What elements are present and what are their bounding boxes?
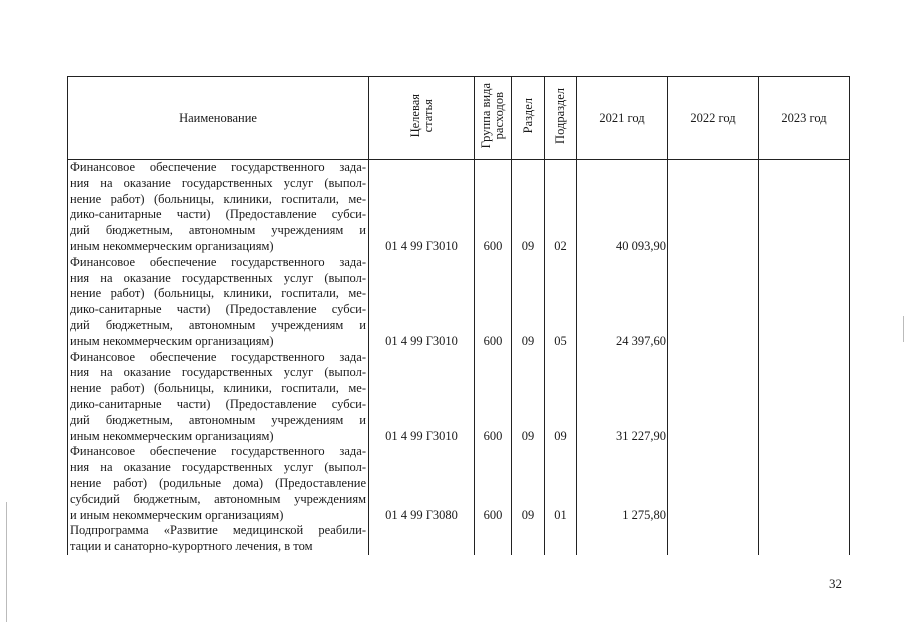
header-2023: 2023 год xyxy=(759,77,850,160)
cell-section: 09 xyxy=(512,350,545,445)
scan-mark xyxy=(6,502,7,622)
name-line: нение работ) (больницы, клиники, госпитали, ме- xyxy=(70,286,366,301)
cell-amount-2023 xyxy=(759,444,850,523)
name-line: нение работ) (больницы, клиники, госпитали, ме- xyxy=(70,191,366,206)
name-line: Финансовое обеспечение государственного зада- xyxy=(70,349,366,364)
cell-amount-2023 xyxy=(759,160,850,255)
cell-target-article: 01 4 99 Г3010 xyxy=(369,255,475,350)
header-subsection: Подраздел xyxy=(545,77,577,160)
cell-expense-group xyxy=(475,523,512,555)
name-line: и иным некоммерческим организациям) xyxy=(70,507,284,522)
name-line: Финансовое обеспечение государственного зада- xyxy=(70,254,366,269)
name-line: нение работ) (больницы, клиники, госпитали, ме- xyxy=(70,381,366,396)
table-row xyxy=(68,523,850,555)
cell-expense-group: 600 xyxy=(475,444,512,523)
cell-name xyxy=(68,255,369,350)
header-expense-group: Группа вида расходов xyxy=(475,77,512,160)
name-line: субсидий бюджетным, автономным учреждениям xyxy=(70,491,366,506)
name-line: дико-санитарные части) (Предоставление субси- xyxy=(70,396,366,411)
name-line: Финансовое обеспечение государственного зада- xyxy=(70,160,366,174)
cell-name xyxy=(68,444,369,523)
name-line: иным некоммерческим организациям) xyxy=(70,238,274,253)
cell-section: 09 xyxy=(512,255,545,350)
name-line: ния на оказание государственных услуг (выпол- xyxy=(70,175,366,190)
cell-expense-group: 600 xyxy=(475,350,512,445)
table-row xyxy=(68,255,850,350)
cell-name xyxy=(68,350,369,445)
cell-subsection: 01 xyxy=(545,444,577,523)
cell-subsection: 09 xyxy=(545,350,577,445)
name-line: иным некоммерческим организациям) xyxy=(70,333,274,348)
cell-expense-group: 600 xyxy=(475,255,512,350)
header-section: Раздел xyxy=(512,77,545,160)
cell-amount-2021: 24 397,60 xyxy=(577,255,668,350)
cell-amount-2023 xyxy=(759,523,850,555)
name-line: тации и санаторно-курортного лечения, в том xyxy=(70,539,313,554)
cell-amount-2023 xyxy=(759,350,850,445)
cell-amount-2021 xyxy=(577,523,668,555)
cell-subsection: 05 xyxy=(545,255,577,350)
cell-target-article: 01 4 99 Г3010 xyxy=(369,160,475,255)
cell-name xyxy=(68,160,369,255)
header-2021: 2021 год xyxy=(577,77,668,160)
table-row xyxy=(68,444,850,523)
page-number: 32 xyxy=(829,576,842,591)
cell-section xyxy=(512,523,545,555)
name-line: нение работ) (родильные дома) (Предоставление xyxy=(70,475,366,490)
name-line: иным некоммерческим организациям) xyxy=(70,428,274,443)
table-header-row xyxy=(68,77,850,160)
header-name: Наименование xyxy=(68,77,369,160)
name-line: ния на оказание государственных услуг (выпол- xyxy=(70,460,366,475)
cell-amount-2021: 1 275,80 xyxy=(577,444,668,523)
header-target-article: Целевая статья xyxy=(369,77,475,160)
cell-amount-2021: 31 227,90 xyxy=(577,350,668,445)
cell-amount-2022 xyxy=(668,160,759,255)
table-row xyxy=(68,160,850,255)
cell-amount-2022 xyxy=(668,350,759,445)
scan-mark xyxy=(903,316,904,342)
name-line: Подпрограмма «Развитие медицинской реабили- xyxy=(70,523,366,538)
cell-target-article: 01 4 99 Г3080 xyxy=(369,444,475,523)
cell-subsection: 02 xyxy=(545,160,577,255)
cell-amount-2023 xyxy=(759,255,850,350)
name-line: дико-санитарные части) (Предоставление субси- xyxy=(70,207,366,222)
cell-target-article xyxy=(369,523,475,555)
cell-subsection xyxy=(545,523,577,555)
name-line: ния на оказание государственных услуг (выпол- xyxy=(70,365,366,380)
name-line: дий бюджетным, автономным учреждениям и xyxy=(70,223,366,238)
table-body xyxy=(68,160,850,555)
name-line: Финансовое обеспечение государственного зада- xyxy=(70,444,366,459)
header-2022: 2022 год xyxy=(668,77,759,160)
cell-amount-2022 xyxy=(668,444,759,523)
name-line: дико-санитарные части) (Предоставление субси- xyxy=(70,302,366,317)
cell-amount-2022 xyxy=(668,255,759,350)
budget-table xyxy=(67,76,850,555)
table-row xyxy=(68,350,850,445)
name-line: ния на оказание государственных услуг (выпол- xyxy=(70,270,366,285)
cell-amount-2022 xyxy=(668,523,759,555)
cell-section: 09 xyxy=(512,160,545,255)
name-line: дий бюджетным, автономным учреждениям и xyxy=(70,412,366,427)
cell-name xyxy=(68,523,369,555)
cell-amount-2021: 40 093,90 xyxy=(577,160,668,255)
cell-target-article: 01 4 99 Г3010 xyxy=(369,350,475,445)
name-line: дий бюджетным, автономным учреждениям и xyxy=(70,317,366,332)
cell-section: 09 xyxy=(512,444,545,523)
cell-expense-group: 600 xyxy=(475,160,512,255)
